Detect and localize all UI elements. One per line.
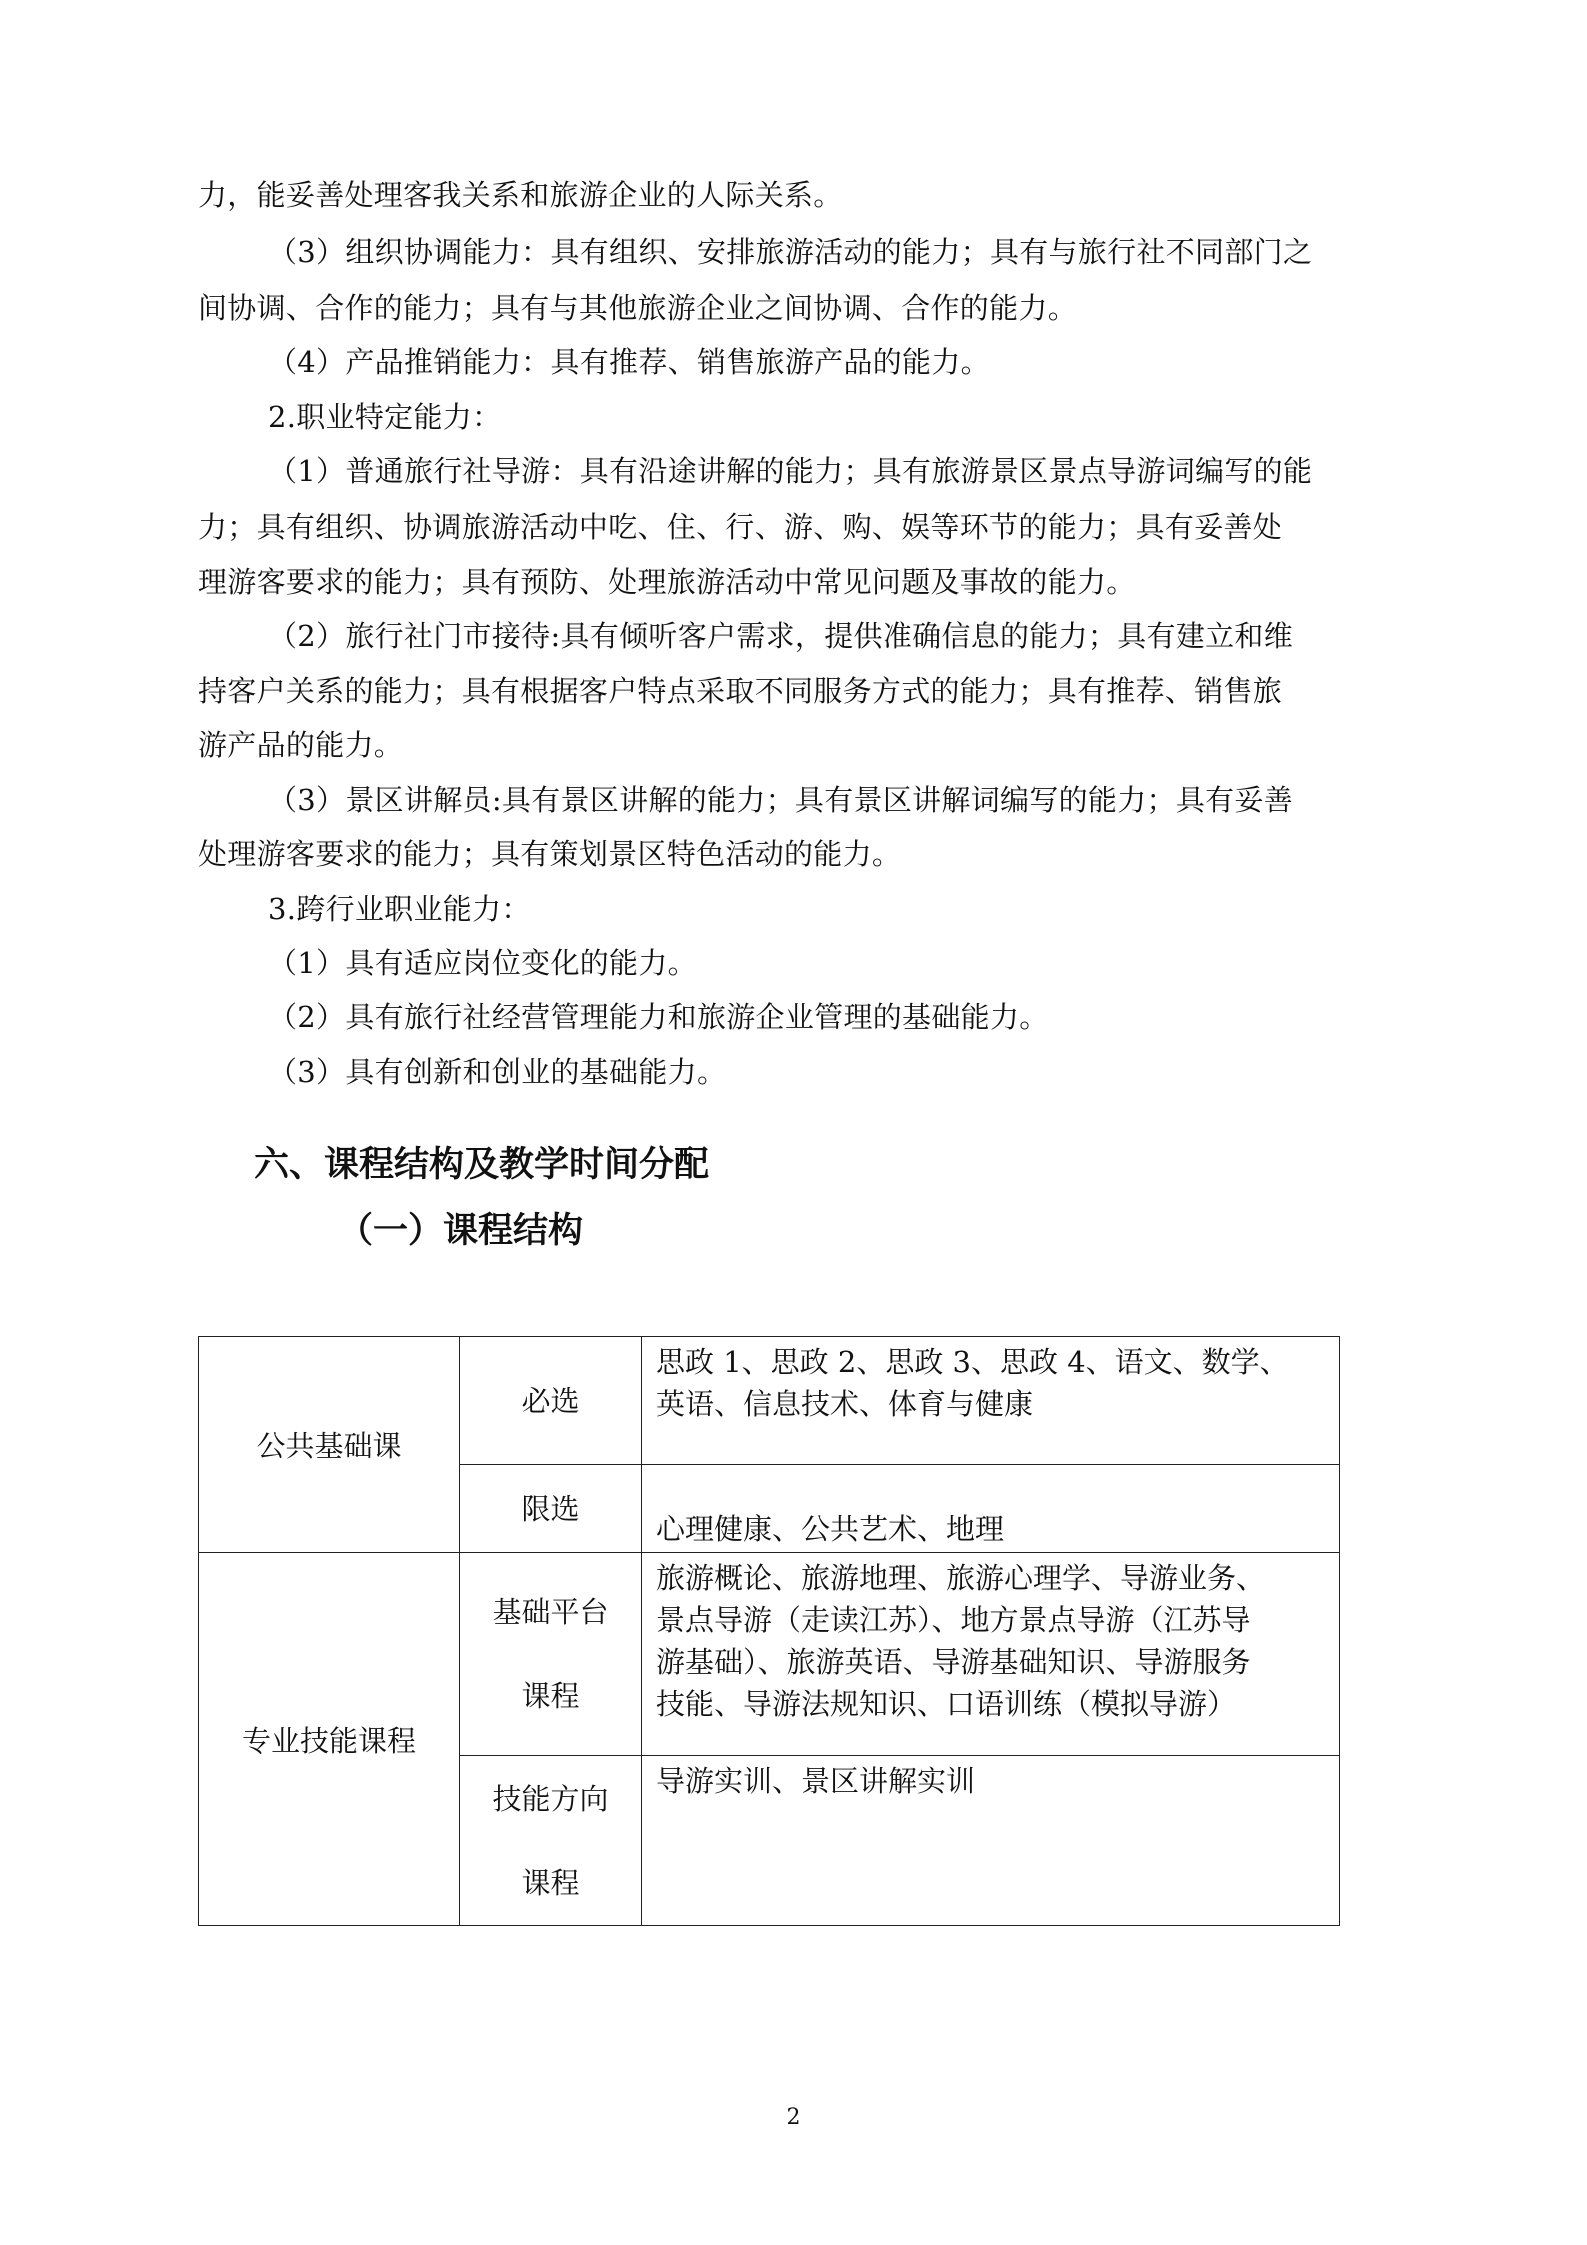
body-line-1: 力，能妥善处理客我关系和旅游企业的人际关系。 — [198, 178, 843, 212]
body-line-11: 游产品的能力。 — [198, 728, 404, 762]
body-line-2: （3）组织协调能力：具有组织、安排旅游活动的能力；具有与旅行社不同部门之 — [268, 235, 1313, 269]
category-public: 公共基础课 — [199, 1337, 460, 1553]
subcategory-skills — [460, 1756, 642, 1926]
page-number: 2 — [786, 2105, 801, 2130]
table-row — [199, 1337, 1340, 1465]
table-row — [199, 1553, 1340, 1756]
skills-courses: 导游实训、景区讲解实训 — [642, 1756, 1340, 1926]
body-line-8: 理游客要求的能力；具有预防、处理旅游活动中常见问题及事故的能力。 — [198, 565, 1136, 599]
body-line-17: （3）具有创新和创业的基础能力。 — [268, 1055, 727, 1089]
subcategory-platform — [460, 1553, 642, 1756]
body-line-15: （1）具有适应岗位变化的能力。 — [268, 946, 697, 980]
body-line-16: （2）具有旅行社经营管理能力和旅游企业管理的基础能力。 — [268, 1000, 1049, 1034]
required-courses-line-1: 思政 1、思政 2、思政 3、思政 4、语文、数学、 — [656, 1345, 1289, 1379]
platform-courses-line-1: 旅游概论、旅游地理、旅游心理学、导游业务、 — [656, 1561, 1266, 1595]
subsection-heading: （一）课程结构 — [338, 1211, 584, 1251]
body-line-7: 力；具有组织、协调旅游活动中吃、住、行、游、购、娱等环节的能力；具有妥善处 — [198, 510, 1283, 544]
skills-name-line-1: 技能方向 — [492, 1781, 609, 1816]
body-line-9: （2）旅行社门市接待:具有倾听客户需求，提供准确信息的能力；具有建立和维 — [268, 619, 1294, 653]
body-line-4: （4）产品推销能力：具有推荐、销售旅游产品的能力。 — [268, 345, 990, 379]
platform-courses-line-4: 技能、导游法规知识、口语训练（模拟导游） — [656, 1687, 1237, 1721]
subcategory-limited: 限选 — [460, 1465, 642, 1553]
category-professional: 专业技能课程 — [199, 1553, 460, 1926]
limited-courses: 心理健康、公共艺术、地理 — [642, 1465, 1340, 1553]
course-structure-table — [198, 1336, 1340, 1926]
body-line-12: （3）景区讲解员:具有景区讲解的能力；具有景区讲解词编写的能力；具有妥善 — [268, 783, 1294, 817]
platform-name-line-1: 基础平台 — [492, 1595, 609, 1629]
body-line-3: 间协调、合作的能力；具有与其他旅游企业之间协调、合作的能力。 — [198, 291, 1078, 325]
subcategory-required: 必选 — [460, 1337, 642, 1465]
body-line-6: （1）普通旅行社导游：具有沿途讲解的能力；具有旅游景区景点导游词编写的能 — [268, 454, 1313, 488]
body-line-13: 处理游客要求的能力；具有策划景区特色活动的能力。 — [198, 837, 902, 871]
platform-courses — [642, 1553, 1340, 1756]
body-line-10: 持客户关系的能力；具有根据客户特点采取不同服务方式的能力；具有推荐、销售旅 — [198, 674, 1283, 708]
skills-name-line-2: 课程 — [521, 1865, 580, 1900]
required-courses-line-2: 英语、信息技术、体育与健康 — [656, 1387, 1034, 1421]
body-line-5: 2.职业特定能力： — [268, 400, 502, 434]
platform-courses-line-3: 游基础）、旅游英语、导游基础知识、导游服务 — [656, 1645, 1251, 1679]
platform-courses-line-2: 景点导游（走读江苏）、地方景点导游（江苏导 — [656, 1603, 1251, 1637]
body-line-14: 3.跨行业职业能力： — [268, 892, 531, 926]
required-courses — [642, 1337, 1340, 1465]
section-heading: 六、课程结构及教学时间分配 — [254, 1145, 710, 1185]
platform-name-line-2: 课程 — [521, 1679, 580, 1713]
